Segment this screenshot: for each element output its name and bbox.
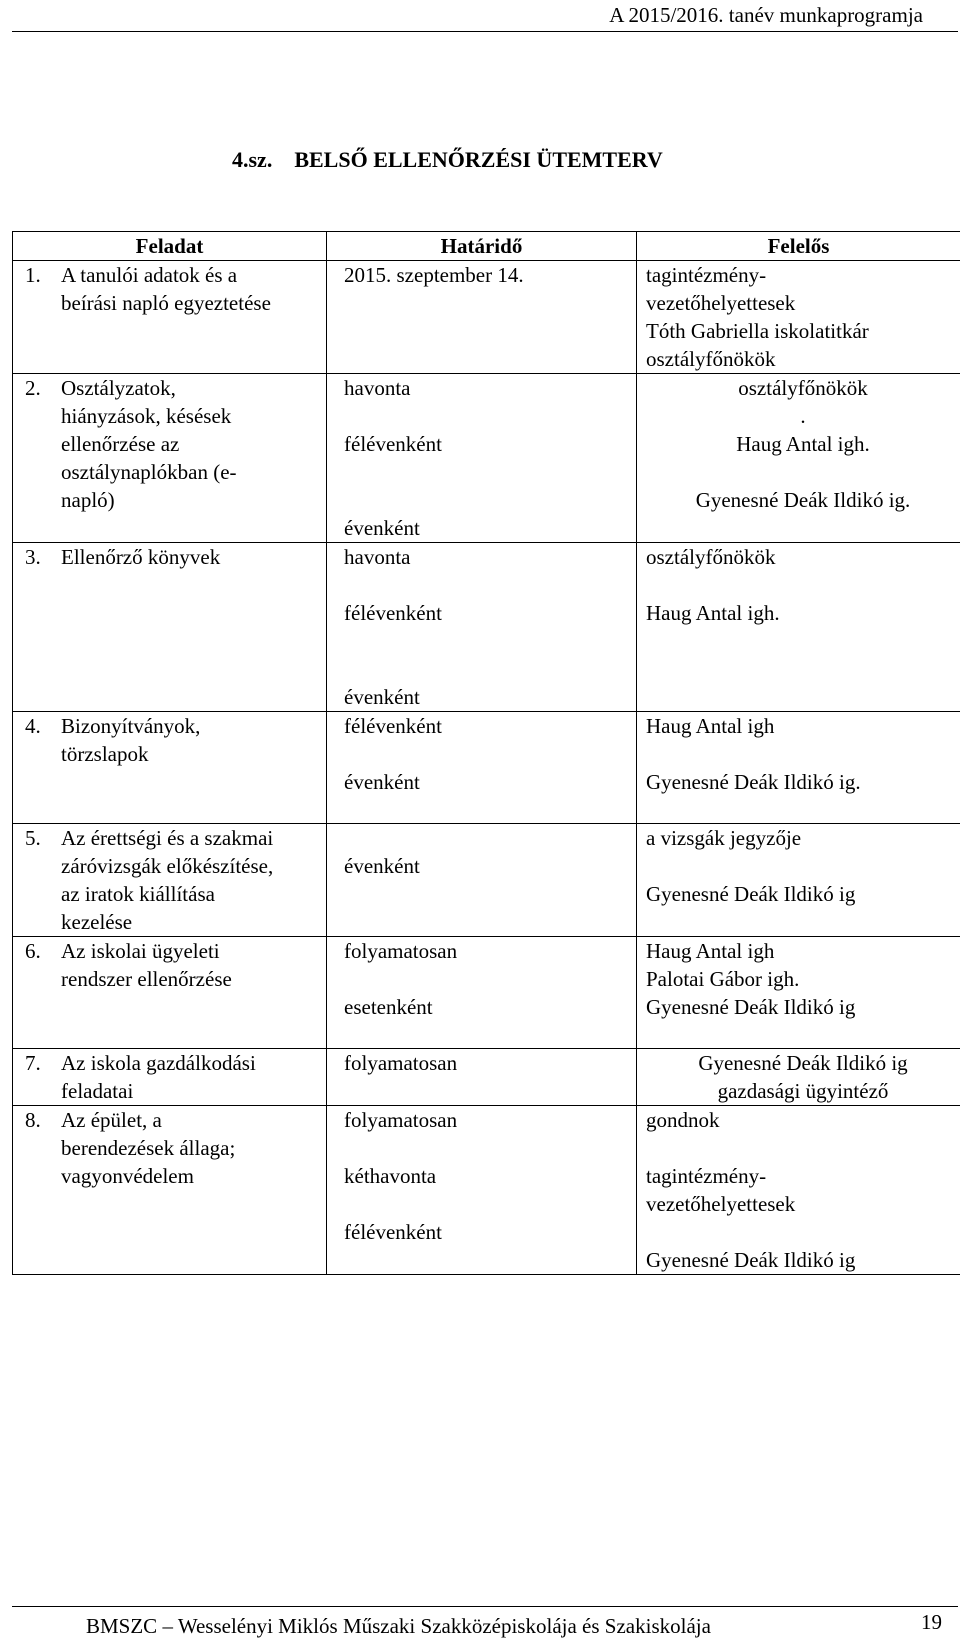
- responsible-line: vezetőhelyettesek: [646, 1192, 796, 1216]
- deadline-line: [344, 655, 636, 683]
- deadline-line: félévenként: [344, 432, 442, 456]
- deadline-line: [344, 1134, 636, 1162]
- deadline-cell: [327, 712, 637, 824]
- deadline-line: [344, 824, 636, 852]
- deadline-line: félévenként: [344, 1220, 442, 1244]
- task-description: [61, 712, 326, 768]
- deadline-line: folyamatosan: [344, 1108, 458, 1132]
- responsible-line: [646, 571, 960, 599]
- task-description: [61, 1106, 326, 1190]
- task-number: 6.: [25, 939, 41, 963]
- task-cell: [13, 824, 327, 937]
- task-line: feladatai: [61, 1079, 134, 1103]
- deadline-line: [344, 1190, 636, 1218]
- header-divider: [12, 31, 958, 32]
- page-number: 19: [921, 1610, 942, 1634]
- task-cell: [13, 261, 327, 374]
- responsible-line: Haug Antal igh: [646, 939, 775, 963]
- column-header-task: Feladat: [13, 232, 327, 261]
- task-cell: [13, 374, 327, 543]
- deadline-cell: [327, 261, 637, 374]
- task-line: Az iskolai ügyeleti: [61, 939, 220, 963]
- deadline-line: 2015. szeptember 14.: [344, 263, 524, 287]
- deadline-line: havonta: [344, 545, 411, 569]
- deadline-cell: [327, 1049, 637, 1106]
- table-row: [13, 543, 960, 712]
- deadline-line: [344, 965, 636, 993]
- responsible-line: .: [800, 404, 806, 428]
- task-cell: [13, 1049, 327, 1106]
- responsible-line: gazdasági ügyintéző: [717, 1079, 889, 1103]
- deadline-cell: [327, 824, 637, 937]
- responsible-cell: [637, 374, 960, 543]
- task-line: Bizonyítványok,: [61, 714, 201, 738]
- table-row: [13, 1106, 960, 1275]
- deadline-line: évenként: [344, 516, 420, 540]
- responsible-line: Haug Antal igh.: [646, 601, 780, 625]
- responsible-line: [646, 458, 960, 486]
- task-description: [61, 261, 326, 317]
- deadline-cell: [327, 543, 637, 712]
- task-line: az iratok kiállítása: [61, 882, 215, 906]
- table-row: [13, 712, 960, 824]
- task-description: [61, 374, 326, 514]
- deadline-line: félévenként: [344, 714, 442, 738]
- responsible-line: Palotai Gábor igh.: [646, 967, 800, 991]
- responsible-cell: [637, 712, 960, 824]
- deadline-cell: [327, 1106, 637, 1275]
- task-line: Ellenőrző könyvek: [61, 545, 221, 569]
- task-number: 2.: [25, 376, 41, 400]
- task-cell: [13, 1106, 327, 1275]
- responsible-line: Haug Antal igh: [646, 714, 775, 738]
- deadline-line: [344, 571, 636, 599]
- responsible-line: osztályfőnökök: [646, 347, 776, 371]
- task-number: 5.: [25, 826, 41, 850]
- inspection-schedule-table: [12, 231, 960, 1275]
- column-header-deadline: Határidő: [327, 232, 637, 261]
- responsible-line: vezetőhelyettesek: [646, 291, 796, 315]
- task-line: Az érettségi és a szakmai: [61, 826, 274, 850]
- responsible-line: [646, 1218, 960, 1246]
- responsible-line: Haug Antal igh.: [736, 432, 870, 456]
- task-line: vagyonvédelem: [61, 1164, 194, 1188]
- responsible-line: [646, 852, 960, 880]
- responsible-line: Tóth Gabriella iskolatitkár: [646, 319, 869, 343]
- deadline-line: félévenként: [344, 601, 442, 625]
- responsible-line: Gyenesné Deák Ildikó ig.: [646, 770, 861, 794]
- section-number: 4.sz.: [232, 147, 273, 172]
- task-description: [61, 1049, 326, 1105]
- task-cell: [13, 712, 327, 824]
- task-line: napló): [61, 488, 115, 512]
- task-description: [61, 937, 326, 993]
- deadline-line: [344, 458, 636, 486]
- deadline-line: [344, 627, 636, 655]
- task-line: osztálynaplókban (e-: [61, 460, 237, 484]
- task-line: törzslapok: [61, 742, 149, 766]
- table-row: [13, 1049, 960, 1106]
- task-number: 4.: [25, 714, 41, 738]
- task-line: beírási napló egyeztetése: [61, 291, 271, 315]
- deadline-cell: [327, 937, 637, 1049]
- task-line: hiányzások, késések: [61, 404, 232, 428]
- responsible-line: Gyenesné Deák Ildikó ig.: [695, 488, 911, 512]
- footer-school-name: BMSZC – Wesselényi Miklós Műszaki Szakközépiskolája és Szakiskolája: [86, 1614, 711, 1638]
- deadline-line: havonta: [344, 376, 411, 400]
- document-header-title: A 2015/2016. tanév munkaprogramja: [609, 3, 923, 27]
- responsible-cell: [637, 824, 960, 937]
- task-line: Az épület, a: [61, 1108, 162, 1132]
- task-cell: [13, 543, 327, 712]
- deadline-line: évenként: [344, 770, 420, 794]
- task-line: Osztályzatok,: [61, 376, 176, 400]
- table-row: [13, 937, 960, 1049]
- deadline-line: kéthavonta: [344, 1164, 437, 1188]
- responsible-cell: [637, 543, 960, 712]
- responsible-line: Gyenesné Deák Ildikó ig: [646, 1248, 856, 1272]
- responsible-line: a vizsgák jegyzője: [646, 826, 802, 850]
- task-number: 1.: [25, 263, 41, 287]
- task-description: [61, 824, 326, 936]
- deadline-line: folyamatosan: [344, 1051, 458, 1075]
- responsible-line: [646, 740, 960, 768]
- task-number: 8.: [25, 1108, 41, 1132]
- responsible-cell: [637, 1106, 960, 1275]
- footer-divider: [12, 1606, 958, 1607]
- task-cell: [13, 937, 327, 1049]
- responsible-line: gondnok: [646, 1108, 720, 1132]
- section-title: [232, 145, 663, 175]
- deadline-line: [344, 486, 636, 514]
- responsible-cell: [637, 1049, 960, 1106]
- task-line: berendezések állaga;: [61, 1136, 236, 1160]
- responsible-line: osztályfőnökök: [738, 376, 868, 400]
- deadline-line: évenként: [344, 685, 420, 709]
- responsible-line: Gyenesné Deák Ildikó ig: [698, 1051, 908, 1075]
- task-line: rendszer ellenőrzése: [61, 967, 232, 991]
- section-heading: BELSŐ ELLENŐRZÉSI ÜTEMTERV: [294, 147, 663, 172]
- task-line: A tanulói adatok és a: [61, 263, 238, 287]
- table-header-row: [13, 232, 960, 261]
- responsible-line: [646, 1134, 960, 1162]
- deadline-line: [344, 740, 636, 768]
- task-description: [61, 543, 326, 571]
- task-line: kezelése: [61, 910, 133, 934]
- deadline-line: folyamatosan: [344, 939, 458, 963]
- task-line: Az iskola gazdálkodási: [61, 1051, 256, 1075]
- responsible-cell: [637, 937, 960, 1049]
- responsible-cell: [637, 261, 960, 374]
- responsible-line: Gyenesné Deák Ildikó ig: [646, 995, 856, 1019]
- task-number: 3.: [25, 545, 41, 569]
- deadline-line: [344, 402, 636, 430]
- responsible-line: tagintézmény-: [646, 1164, 767, 1188]
- responsible-line: osztályfőnökök: [646, 545, 776, 569]
- task-line: záróvizsgák előkészítése,: [61, 854, 274, 878]
- task-number: 7.: [25, 1051, 41, 1075]
- responsible-line: tagintézmény-: [646, 263, 767, 287]
- table-row: [13, 261, 960, 374]
- deadline-line: esetenként: [344, 995, 433, 1019]
- table-row: [13, 374, 960, 543]
- task-line: ellenőrzése az: [61, 432, 180, 456]
- deadline-cell: [327, 374, 637, 543]
- responsible-line: Gyenesné Deák Ildikó ig: [646, 882, 856, 906]
- deadline-line: évenként: [344, 854, 420, 878]
- table-row: [13, 824, 960, 937]
- column-header-responsible: Felelős: [637, 232, 960, 261]
